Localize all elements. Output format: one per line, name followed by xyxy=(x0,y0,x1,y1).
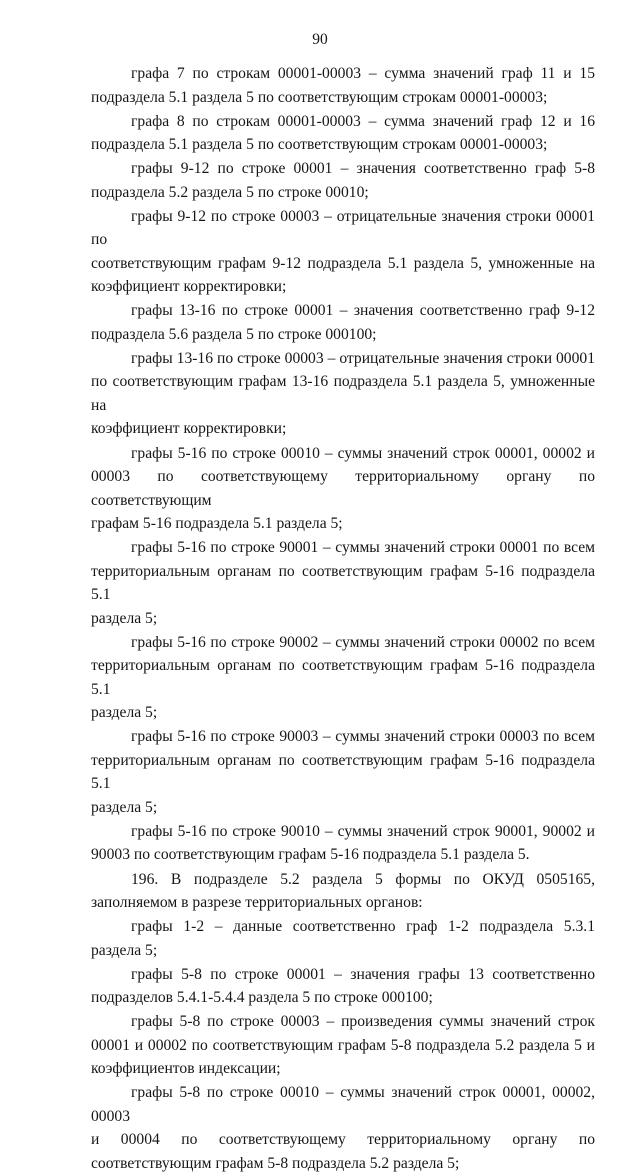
paragraph xyxy=(91,963,595,1010)
paragraph-line: раздела 5; xyxy=(91,704,158,722)
paragraph-line: графы 5-16 по строке 90002 – суммы значений строки 00002 по всем xyxy=(131,633,595,651)
paragraph-line: территориальным органам по соответствующим графам 5-16 подраздела 5.1 xyxy=(91,562,595,604)
paragraph xyxy=(91,631,595,725)
paragraph xyxy=(91,915,595,962)
paragraph-line: коэффициент корректировки; xyxy=(91,278,287,296)
paragraph-line: 00003 по соответствующему территориальному органу по соответствующим xyxy=(91,468,595,509)
paragraph-line: графа 8 по строкам 00001-00003 – сумма значений граф 12 и 16 xyxy=(131,112,595,130)
paragraph-line: графы 9-12 по строке 00001 – значения соответственно граф 5-8 xyxy=(131,160,595,178)
paragraph-line: 90003 по соответствующим графам 5-16 подраздела 5.1 раздела 5. xyxy=(91,846,530,864)
paragraph-line: коэффициент корректировки; xyxy=(91,420,287,438)
paragraph xyxy=(91,110,595,157)
paragraph-line: соответствующим графам 5-8 подраздела 5.2 раздела 5; xyxy=(91,1154,460,1172)
paragraph-line: графы 5-8 по строке 00001 – значения графы 13 соответственно xyxy=(131,965,595,983)
paragraph-line: раздела 5; xyxy=(91,609,158,627)
paragraph-line: графы 13-16 по строке 00003 – отрицательные значения строки 00001 xyxy=(131,349,595,367)
paragraph-line: подраздела 5.6 раздела 5 по строке 000100; xyxy=(91,325,377,343)
paragraph-line: подразделов 5.4.1-5.4.4 раздела 5 по строке 000100; xyxy=(91,989,433,1007)
page-number: 90 xyxy=(312,31,328,48)
paragraph-line: графы 5-16 по строке 90003 – суммы значений строки 00003 по всем xyxy=(131,728,595,746)
paragraph-line: графы 13-16 по строке 00001 – значения соответственно граф 9-12 xyxy=(131,302,595,320)
paragraph-line: графы 5-16 по строке 90010 – суммы значений строк 90001, 90002 и xyxy=(131,822,595,840)
paragraph-line: территориальным органам по соответствующим графам 5-16 подраздела 5.1 xyxy=(91,751,595,793)
paragraph-line: заполняемом в разрезе территориальных органов: xyxy=(91,894,423,912)
paragraph-line: графы 1-2 – данные соответственно граф 1-2 подраздела 5.3.1 раздела 5; xyxy=(91,918,595,959)
paragraph-line: графы 5-16 по строке 00010 – суммы значений строк 00001, 00002 и xyxy=(131,444,595,462)
paragraph-line: графы 5-8 по строке 00010 – суммы значений строк 00001, 00002, 00003 xyxy=(91,1084,595,1125)
paragraph-line: 00001 и 00002 по соответствующим графам 5-8 подраздела 5.2 раздела 5 и xyxy=(91,1036,595,1054)
paragraph xyxy=(91,205,595,299)
paragraph xyxy=(91,157,595,204)
paragraph xyxy=(91,442,595,536)
paragraph-line: коэффициентов индексации; xyxy=(91,1060,281,1078)
paragraph xyxy=(91,62,595,109)
paragraph-line: территориальным органам по соответствующим графам 5-16 подраздела 5.1 xyxy=(91,657,595,698)
paragraph-line: графы 5-16 по строке 90001 – суммы значений строки 00001 по всем xyxy=(131,539,595,557)
paragraph-line: раздела 5; xyxy=(91,798,158,816)
paragraph-line: подраздела 5.2 раздела 5 по строке 00010; xyxy=(91,183,369,201)
paragraph xyxy=(91,1010,595,1081)
paragraph xyxy=(91,1081,595,1175)
paragraph-line: и 00004 по соответствующему территориальному органу по xyxy=(91,1131,595,1149)
paragraph-line: подраздела 5.1 раздела 5 по соответствующим строкам 00001-00003; xyxy=(91,88,548,106)
paragraph xyxy=(91,820,595,867)
paragraph-line: подраздела 5.1 раздела 5 по соответствующим строкам 00001-00003; xyxy=(91,136,548,154)
paragraph xyxy=(91,347,595,441)
paragraph xyxy=(91,868,595,915)
paragraph-line: графа 7 по строкам 00001-00003 – сумма значений граф 11 и 15 xyxy=(131,65,595,82)
paragraph xyxy=(91,299,595,346)
paragraph-line: 196. В подразделе 5.2 раздела 5 формы по ОКУД 0505165, xyxy=(131,870,595,888)
paragraph-line: по соответствующим графам 13-16 подраздела 5.1 раздела 5, умноженные на xyxy=(91,373,595,414)
document-body xyxy=(91,62,595,1176)
paragraph xyxy=(91,725,595,819)
paragraph-line: графы 5-8 по строке 00003 – произведения суммы значений строк xyxy=(131,1013,595,1031)
paragraph-line: графы 9-12 по строке 00003 – отрицательные значения строки 00001 по xyxy=(91,207,595,249)
paragraph xyxy=(91,536,595,630)
paragraph-line: соответствующим графам 9-12 подраздела 5.1 раздела 5, умноженные на xyxy=(91,254,595,272)
paragraph-line: графам 5-16 подраздела 5.1 раздела 5; xyxy=(91,515,343,533)
